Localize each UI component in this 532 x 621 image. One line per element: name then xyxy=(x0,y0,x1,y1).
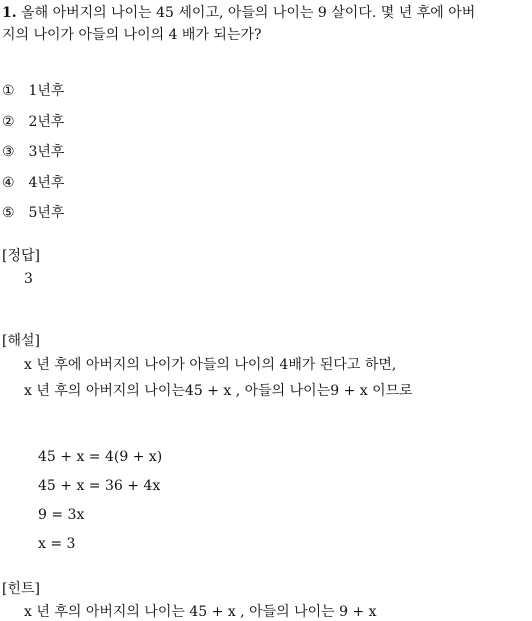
choice-label: 1년후 xyxy=(28,83,65,99)
choice-label: 5년후 xyxy=(28,205,65,221)
choice-2[interactable] xyxy=(2,111,64,131)
question-text-line-1: 올해 아버지의 나이는 45 세이고, 아들의 나이는 9 살이다. 몇 년 후에 아버 xyxy=(21,5,476,21)
choice-mark: ④ xyxy=(2,175,15,191)
choice-mark: ② xyxy=(2,114,15,130)
choice-mark: ⑤ xyxy=(2,205,15,221)
choice-5[interactable] xyxy=(2,202,64,222)
answer-value: 3 xyxy=(24,271,33,287)
choice-1[interactable] xyxy=(2,80,64,100)
choice-label: 4년후 xyxy=(28,175,65,191)
question-text-line-2: 지의 나이가 아들의 나이의 4 배가 되는가? xyxy=(2,27,262,43)
explanation-header: [해설] xyxy=(2,333,40,349)
equation-4: x = 3 xyxy=(38,536,76,552)
choice-label: 2년후 xyxy=(28,114,65,130)
choice-label: 3년후 xyxy=(28,144,65,160)
choice-mark: ① xyxy=(2,83,15,99)
explanation-line-2: x 년 후의 아버지의 나이는45 + x , 아들의 나이는9 + x 이므로 xyxy=(24,383,413,399)
answer-header: [정답] xyxy=(2,248,40,264)
explanation-line-1: x 년 후에 아버지의 나이가 아들의 나이의 4배가 된다고 하면, xyxy=(24,357,397,373)
hint-line-1: x 년 후의 아버지의 나이는 45 + x , 아들의 나이는 9 + x xyxy=(24,604,377,620)
question-line-1 xyxy=(2,2,475,22)
choice-4[interactable] xyxy=(2,172,64,192)
equation-2: 45 + x = 36 + 4x xyxy=(38,478,161,494)
hint-header: [힌트] xyxy=(2,581,40,597)
choice-3[interactable] xyxy=(2,141,64,161)
choice-mark: ③ xyxy=(2,144,15,160)
question-number: 1. xyxy=(2,5,17,21)
equation-1: 45 + x = 4(9 + x) xyxy=(38,449,163,465)
equation-3: 9 = 3x xyxy=(38,507,85,523)
